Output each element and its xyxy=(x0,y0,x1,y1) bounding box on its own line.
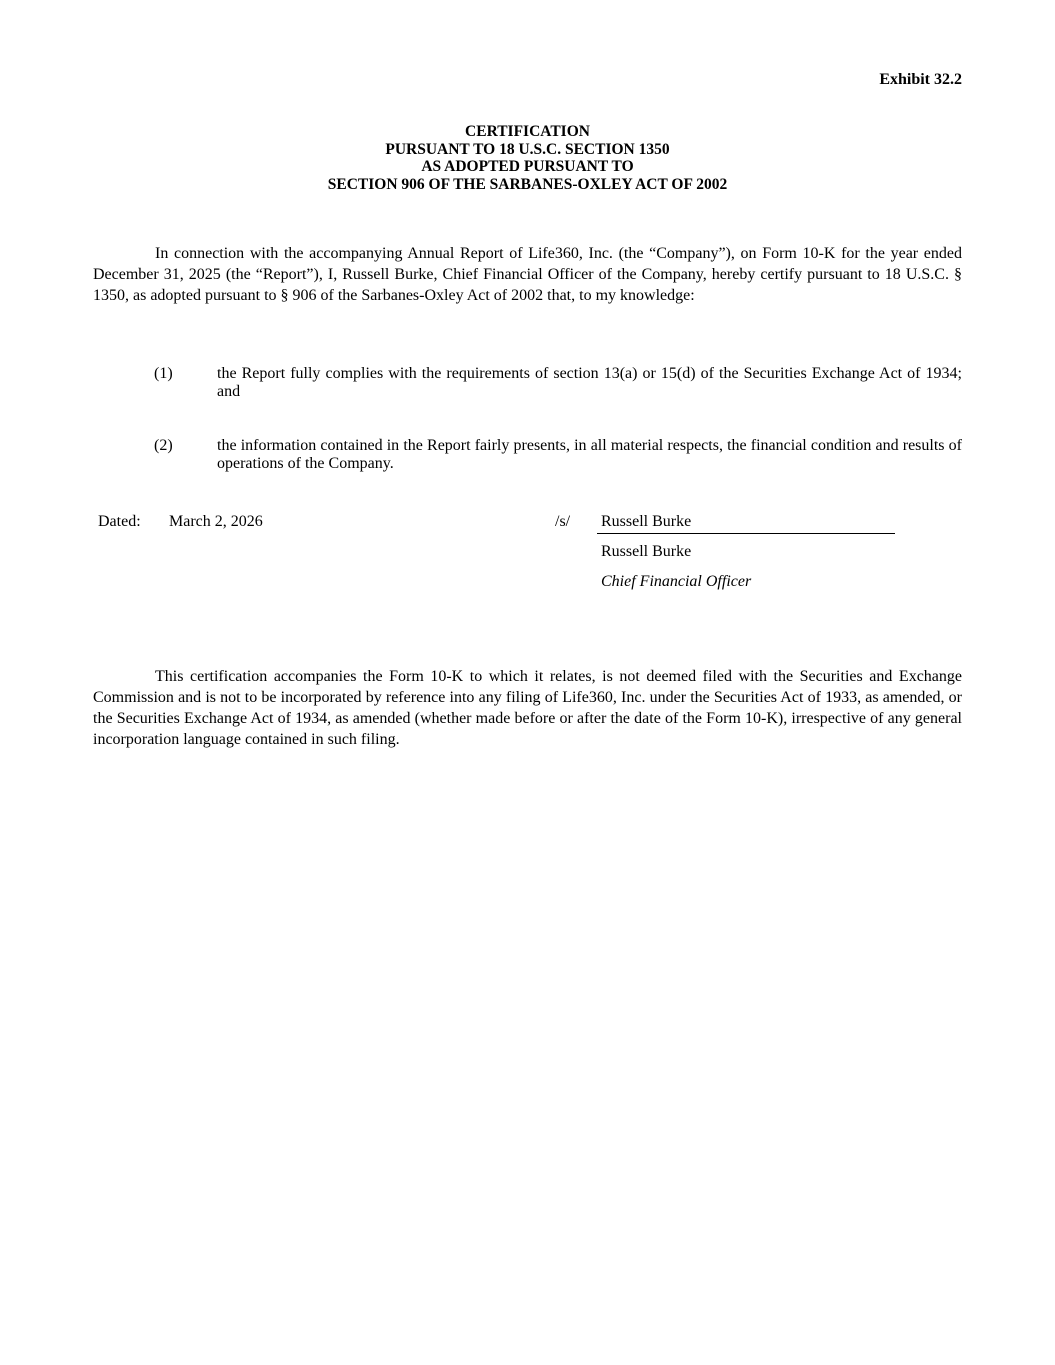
item-number: (2) xyxy=(154,437,173,454)
signature-mark: /s/ xyxy=(555,513,571,530)
title-line-4: SECTION 906 OF THE SARBANES-OXLEY ACT OF 2002 xyxy=(327,175,728,193)
exhibit-label: Exhibit 32.2 xyxy=(879,71,962,88)
closing-paragraph xyxy=(93,666,962,750)
signature-line xyxy=(597,533,895,534)
signer-title: Chief Financial Officer xyxy=(601,573,752,590)
signed-name: Russell Burke xyxy=(601,513,692,530)
intro-paragraph xyxy=(93,243,962,306)
certification-title xyxy=(0,123,1055,193)
closing-paragraph-text: This certification accompanies the Form 10-K to which it relates, is not deemed filed with the Securities and Exchange Commission and is not to be incorporated by reference into any filing of Life360, Inc. under the Securities Act of 1933, as amended, or the Securities Exchange Act of 1934, as amended (whether made before or after the date of the Form 10-K), irrespective of any general incorporation language contained in such filing. xyxy=(93,668,962,748)
title-line-1: CERTIFICATION xyxy=(465,123,590,140)
dated-value: March 2, 2026 xyxy=(169,513,263,530)
item-text: the information contained in the Report fairly presents, in all material respects, the financial condition and results of operations of the Company. xyxy=(217,437,962,472)
printed-name: Russell Burke xyxy=(601,543,692,560)
intro-paragraph-text: In connection with the accompanying Annual Report of Life360, Inc. (the “Company”), on Form 10-K for the year ended December 31, 2025 (the “Report”), I, Russell Burke, Chief Financial Officer of the Company, hereby certify pursuant to 18 U.S.C. § 1350, as adopted pursuant to § 906 of the Sarbanes-Oxley Act of 2002 that, to my knowledge: xyxy=(93,245,962,304)
title-line-2: PURSUANT TO 18 U.S.C. SECTION 1350 xyxy=(385,140,670,158)
dated-label: Dated: xyxy=(98,513,141,530)
title-line-3: AS ADOPTED PURSUANT TO xyxy=(421,158,634,175)
item-text: the Report fully complies with the requirements of section 13(a) or 15(d) of the Securities Exchange Act of 1934; and xyxy=(217,365,962,400)
item-number: (1) xyxy=(154,365,173,382)
